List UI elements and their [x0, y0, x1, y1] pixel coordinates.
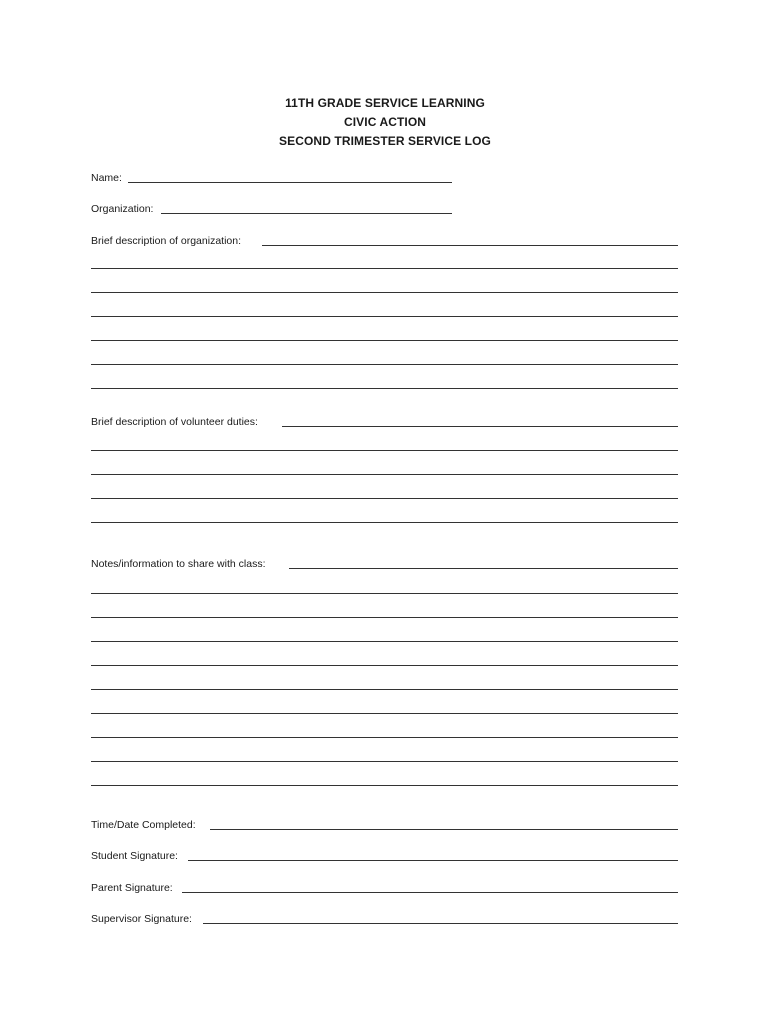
student-signature-field[interactable] [188, 860, 678, 861]
notes-line[interactable] [91, 617, 678, 618]
notes-line[interactable] [91, 689, 678, 690]
org-description-field[interactable] [262, 245, 678, 246]
org-description-line[interactable] [91, 268, 678, 269]
org-description-line[interactable] [91, 388, 678, 389]
notes-line[interactable] [91, 665, 678, 666]
volunteer-duties-line[interactable] [91, 522, 678, 523]
supervisor-signature-label: Supervisor Signature: [91, 913, 192, 925]
title-line-1: 11TH GRADE SERVICE LEARNING [285, 96, 485, 110]
volunteer-duties-line[interactable] [91, 474, 678, 475]
parent-signature-field[interactable] [182, 892, 678, 893]
org-description-line[interactable] [91, 340, 678, 341]
volunteer-duties-field[interactable] [282, 426, 678, 427]
notes-line[interactable] [91, 593, 678, 594]
organization-field[interactable] [161, 213, 452, 214]
volunteer-duties-line[interactable] [91, 450, 678, 451]
supervisor-signature-field[interactable] [203, 923, 678, 924]
name-field[interactable] [128, 182, 452, 183]
time-date-label: Time/Date Completed: [91, 819, 196, 831]
notes-line[interactable] [91, 713, 678, 714]
org-description-line[interactable] [91, 316, 678, 317]
volunteer-duties-label: Brief description of volunteer duties: [91, 416, 258, 428]
notes-line[interactable] [91, 641, 678, 642]
org-description-line[interactable] [91, 364, 678, 365]
notes-line[interactable] [91, 785, 678, 786]
notes-line[interactable] [91, 737, 678, 738]
org-description-line[interactable] [91, 292, 678, 293]
notes-line[interactable] [91, 761, 678, 762]
time-date-field[interactable] [210, 829, 678, 830]
title-line-3: SECOND TRIMESTER SERVICE LOG [279, 134, 491, 148]
organization-label: Organization: [91, 203, 154, 215]
org-description-label: Brief description of organization: [91, 235, 241, 247]
parent-signature-label: Parent Signature: [91, 882, 173, 894]
notes-label: Notes/information to share with class: [91, 558, 266, 570]
student-signature-label: Student Signature: [91, 850, 178, 862]
name-label: Name: [91, 172, 122, 184]
title-line-2: CIVIC ACTION [343, 115, 427, 129]
notes-field[interactable] [289, 568, 678, 569]
volunteer-duties-line[interactable] [91, 498, 678, 499]
